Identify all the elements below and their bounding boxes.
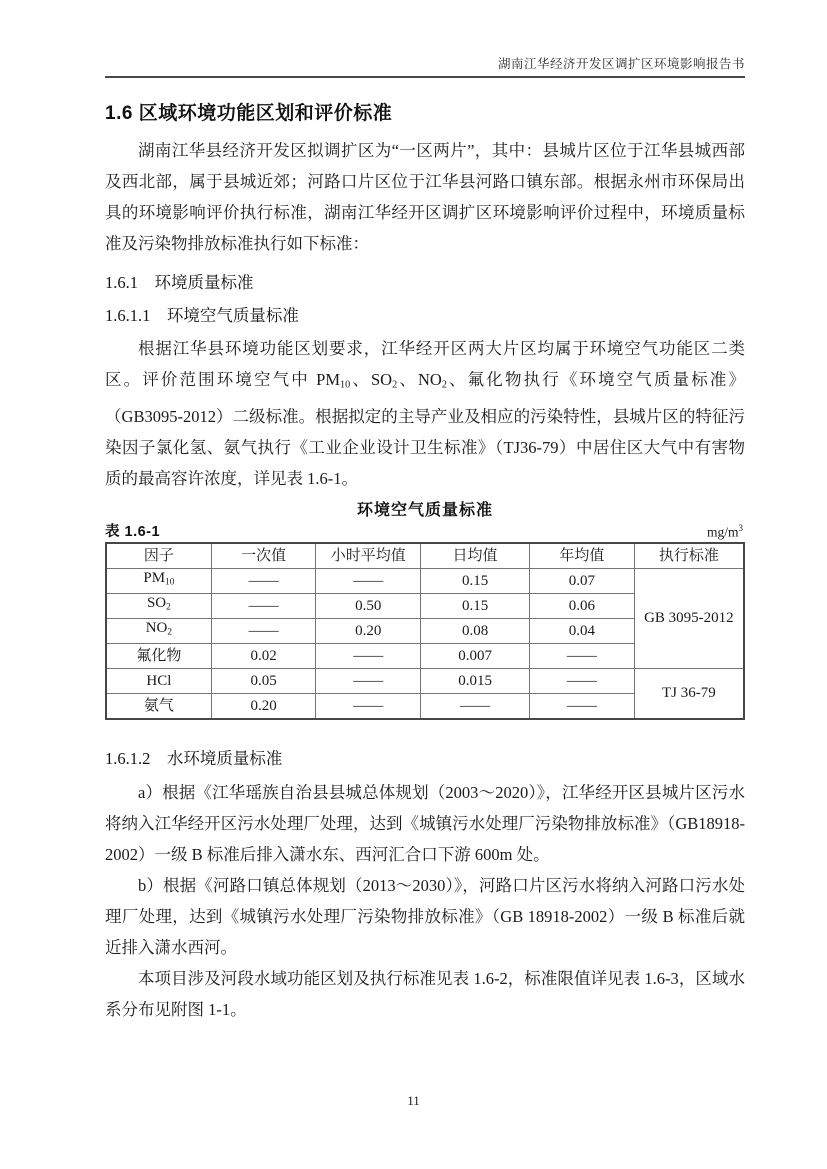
para-water-a: a）根据《江华瑶族自治县县城总体规划（2003～2020）》，江华经开区县城片区污水将纳入江华经开区污水处理厂处理，达到《城镇污水处理厂污染物排放标准》（GB18918-2002）一级 B 标准后排入潇水东、西河汇合口下游 600m 处。 [105, 782, 745, 864]
value-cell: 0.08 [421, 618, 530, 643]
value-cell: 0.007 [421, 643, 530, 668]
standard-cell: GB 3095-2012 [634, 568, 744, 668]
para-air-quality: 根据江华县环境功能区划要求，江华经开区两大片区均属于环境空气功能区二类区。评价范围环境空气中 $PM_{10}$、$SO_2$、$NO_2$、氟化物执行《环境空气质量标准》（GB3095-2012）二级标准。根据拟定的主导产业及相应的污染特性，县城片区的特征污染因子氯化氢、氨气执行《工业企业设计卫生标准》（TJ36-79）中居住区大气中有害物质的最高容许浓度，详见表 1.6-1。 [105, 339, 745, 488]
value-cell: 0.04 [530, 618, 635, 643]
table-column-header: 因子 [106, 543, 211, 569]
heading-1-6-1: 1.6.1 环境质量标准 [105, 273, 254, 292]
table-column-header: 执行标准 [634, 543, 744, 569]
value-cell: —— [530, 668, 635, 693]
value-cell: 0.50 [316, 593, 421, 618]
page-number: 11 [407, 1093, 420, 1108]
header-rule [105, 76, 745, 78]
value-cell: 0.05 [211, 668, 316, 693]
page-header [105, 0, 745, 78]
value-cell: —— [211, 618, 316, 643]
table-caption: 环境空气质量标准 [356, 501, 493, 519]
value-cell: 0.15 [421, 593, 530, 618]
table-meta-row [105, 521, 745, 541]
value-cell: —— [211, 568, 316, 593]
para-reference: 本项目涉及河段水域功能区划及执行标准见表 1.6-2，标准限值详见表 1.6-3，区域水系分布见附图 1-1。 [105, 968, 745, 1019]
value-cell: —— [530, 693, 635, 719]
value-cell: —— [316, 693, 421, 719]
table-column-header: 小时平均值 [316, 543, 421, 569]
table-header-row [106, 543, 744, 569]
value-cell: 0.015 [421, 668, 530, 693]
value-cell: —— [530, 643, 635, 668]
table-row [106, 668, 744, 693]
value-cell: 0.15 [421, 568, 530, 593]
value-cell: 0.07 [530, 568, 635, 593]
table-row [106, 568, 744, 593]
standard-cell: TJ 36-79 [634, 668, 744, 719]
factor-cell: $SO_2$ [106, 593, 211, 618]
page-content [105, 101, 745, 1025]
factor-cell: HCl [106, 668, 211, 693]
heading-1-6-1-2: 1.6.1.2 水环境质量标准 [105, 748, 283, 768]
air-quality-standards-table [105, 542, 745, 720]
table-unit-exponent: 3 [738, 523, 743, 534]
value-cell: —— [211, 593, 316, 618]
header-title: 湖南江华经济开发区调扩区环境影响报告书 [497, 57, 745, 71]
para-intro: 湖南江华县经济开发区拟调扩区为“一区两片”，其中：县城片区位于江华县城西部及西北部，属于县城近郊；河路口片区位于江华县河路口镇东部。根据永州市环保局出具的环境影响评价执行标准，湖南江华经开区调扩区环境影响评价过程中，环境质量标准及污染物排放标准执行如下标准： [105, 141, 745, 253]
table-label: 表 1.6-1 [105, 523, 161, 540]
value-cell: 0.02 [211, 643, 316, 668]
factor-cell: $NO_2$ [106, 618, 211, 643]
table-column-header: 日均值 [421, 543, 530, 569]
value-cell: 0.06 [530, 593, 635, 618]
value-cell: —— [316, 643, 421, 668]
value-cell: —— [316, 568, 421, 593]
table-unit [707, 523, 745, 541]
value-cell: 0.20 [211, 693, 316, 719]
table-column-header: 一次值 [211, 543, 316, 569]
value-cell: —— [316, 668, 421, 693]
value-cell: 0.20 [316, 618, 421, 643]
value-cell: —— [421, 693, 530, 719]
page-footer [0, 1093, 827, 1109]
heading-1-6: 1.6 区域环境功能区划和评价标准 [105, 103, 393, 124]
factor-cell: 氟化物 [106, 643, 211, 668]
para-water-b: b）根据《河路口镇总体规划（2013～2030）》，河路口片区污水将纳入河路口污水处理厂处理，达到《城镇污水处理厂污染物排放标准》（GB 18918-2002）一级 B 标准后就近排入潇水西河。 [105, 875, 745, 957]
table-column-header: 年均值 [530, 543, 635, 569]
factor-cell: $PM_{10}$ [106, 568, 211, 593]
heading-1-6-1-1: 1.6.1.1 环境空气质量标准 [105, 306, 299, 325]
factor-cell: 氨气 [106, 693, 211, 719]
table-unit-base: mg/m [706, 524, 739, 540]
